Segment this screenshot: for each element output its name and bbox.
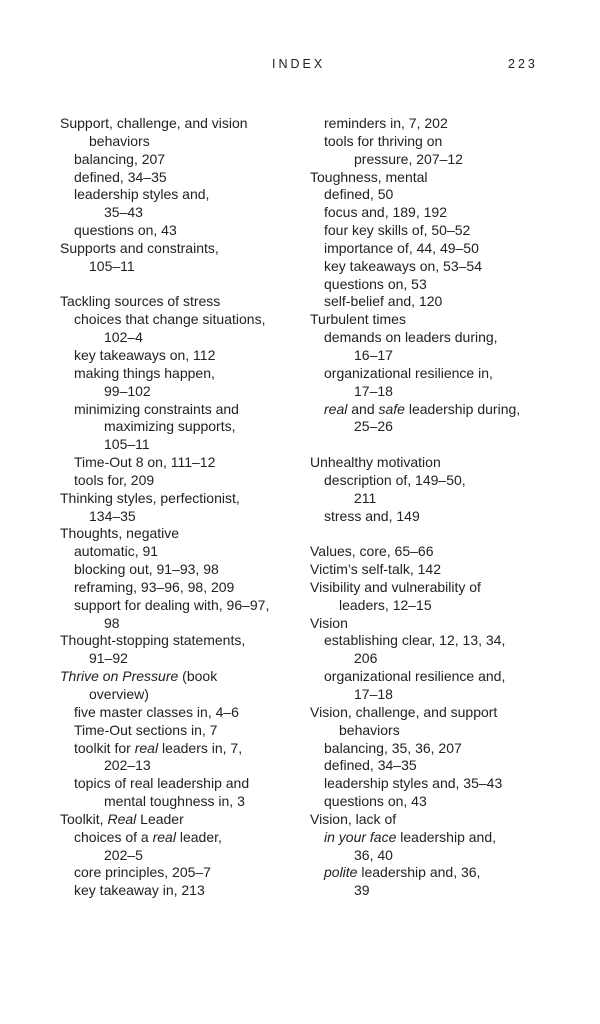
index-subentry: behaviors	[89, 132, 150, 149]
index-subentry: blocking out, 91–93, 98	[74, 561, 219, 578]
index-subentry: 16–17	[354, 346, 393, 363]
index-subentry: support for dealing with, 96–97,	[74, 596, 270, 613]
index-subentry: defined, 34–35	[324, 757, 417, 774]
index-subentry: key takeaways on, 112	[74, 346, 216, 363]
index-subentry: five master classes in, 4–6	[74, 703, 239, 720]
index-subentry: 17–18	[354, 686, 393, 702]
italic-text: real	[324, 400, 348, 417]
index-entry: Turbulent times	[310, 311, 406, 328]
index-subentry: Time-Out 8 on, 111–12	[74, 454, 216, 471]
entry-text: leadership during,	[404, 400, 521, 417]
index-subentry: 39	[354, 882, 370, 899]
index-subentry: 98	[104, 614, 120, 631]
entry-text: Toolkit,	[60, 810, 108, 827]
index-entry: Unhealthy motivation	[310, 454, 441, 471]
index-entry: Toughness, mental	[310, 168, 428, 185]
entry-text: leadership and,	[396, 828, 497, 845]
index-blank-line	[60, 276, 300, 294]
italic-text: Real	[107, 810, 137, 827]
index-subentry: 102–4	[104, 329, 143, 346]
index-subentry: 25–26	[354, 418, 393, 435]
index-subentry: 134–35	[89, 507, 136, 524]
italic-text: safe	[378, 400, 405, 417]
index-subentry: leadership styles and, 35–43	[324, 775, 503, 792]
index-subentry: questions on, 43	[74, 222, 177, 239]
index-column-right	[310, 115, 560, 900]
index-entry: Supports and constraints,	[60, 239, 219, 256]
index-subentry: tools for thriving on	[324, 132, 443, 149]
italic-text: in your face	[324, 828, 397, 845]
index-blank-line	[310, 436, 560, 454]
entry-text: (book	[178, 668, 218, 685]
index-entry	[60, 668, 300, 686]
index-subentry	[310, 829, 560, 847]
italic-text: polite	[324, 864, 358, 881]
index-subentry: minimizing constraints and	[74, 400, 239, 417]
index-entry: Victim’s self-talk, 142	[310, 561, 441, 578]
index-subentry: automatic, 91	[74, 543, 159, 560]
index-subentry: 211	[354, 489, 377, 506]
index-entry: Thinking styles, perfectionist,	[60, 489, 240, 506]
index-subentry: 202–5	[104, 846, 143, 863]
index-subentry: defined, 50	[324, 186, 394, 203]
index-subentry: behaviors	[339, 721, 400, 738]
index-subentry: 105–11	[89, 257, 135, 274]
index-subentry: 35–43	[104, 204, 143, 221]
index-subentry: 206	[354, 650, 378, 667]
page-number: 223	[508, 57, 538, 71]
index-subentry: demands on leaders during,	[324, 329, 498, 346]
index-subentry: mental toughness in, 3	[104, 793, 245, 810]
index-subentry: 36, 40	[354, 846, 393, 863]
entry-text: choices of a	[74, 828, 153, 845]
running-head-title: INDEX	[272, 57, 326, 71]
index-subentry: reframing, 93–96, 98, 209	[74, 578, 235, 595]
index-entry: Thoughts, negative	[60, 525, 180, 542]
entry-text: leader,	[175, 828, 222, 845]
index-subentry: four key skills of, 50–52	[324, 222, 471, 239]
index-subentry: core principles, 205–7	[74, 864, 211, 881]
entry-text: toolkit for	[74, 739, 135, 756]
index-subentry: tools for, 209	[74, 471, 155, 488]
index-subentry: making things happen,	[74, 364, 215, 381]
index-subentry: establishing clear, 12, 13, 34,	[324, 632, 506, 649]
index-subentry: description of, 149–50,	[324, 471, 466, 488]
italic-text: real	[152, 828, 176, 845]
index-entry: Values, core, 65–66	[310, 543, 434, 560]
index-subentry: overview)	[89, 686, 149, 702]
index-subentry: organizational resilience and,	[324, 668, 506, 685]
index-entry: Support, challenge, and vision	[60, 115, 248, 131]
index-entry: Vision, challenge, and support	[310, 703, 498, 720]
index-entry	[60, 811, 300, 829]
index-subentry	[60, 740, 300, 758]
index-subentry: leadership styles and,	[74, 186, 210, 203]
index-subentry: importance of, 44, 49–50	[324, 239, 479, 256]
index-subentry: organizational resilience in,	[324, 364, 493, 381]
entry-text: leadership and, 36,	[357, 864, 481, 881]
index-subentry: 99–102	[104, 382, 151, 399]
index-subentry: focus and, 189, 192	[324, 204, 447, 221]
index-subentry: choices that change situations,	[74, 311, 266, 328]
index-subentry: key takeaways on, 53–54	[324, 257, 482, 274]
index-subentry: balancing, 35, 36, 207	[324, 739, 462, 756]
index-subentry: topics of real leadership and	[74, 775, 250, 792]
index-subentry: leaders, 12–15	[339, 596, 432, 613]
entry-text: leaders in, 7,	[158, 739, 243, 756]
index-subentry: defined, 34–35	[74, 168, 167, 185]
index-subentry	[310, 864, 560, 882]
index-subentry: reminders in, 7, 202	[324, 115, 448, 131]
italic-text: Thrive on Pressure	[60, 668, 179, 685]
index-subentry	[310, 401, 560, 419]
index-subentry: key takeaway in, 213	[74, 882, 205, 899]
index-subentry: 17–18	[354, 382, 393, 399]
italic-text: real	[134, 739, 159, 756]
index-subentry: 105–11	[104, 436, 150, 453]
index-subentry: balancing, 207	[74, 150, 166, 167]
index-subentry: pressure, 207–12	[354, 150, 463, 167]
index-subentry	[60, 829, 300, 847]
index-subentry: Time-Out sections in, 7	[74, 721, 218, 738]
index-subentry: questions on, 53	[324, 275, 427, 292]
index-subentry: maximizing supports,	[104, 418, 236, 435]
index-entry: Thought-stopping statements,	[60, 632, 246, 649]
index-entry: Vision, lack of	[310, 810, 397, 827]
index-subentry: stress and, 149	[324, 507, 420, 524]
index-entry: Tackling sources of stress	[60, 293, 221, 310]
index-subentry: 202–13	[104, 757, 151, 774]
page-header	[0, 57, 600, 73]
index-column-left	[60, 115, 300, 900]
index-entry: Vision	[310, 614, 348, 631]
entry-text: Leader	[136, 810, 184, 827]
index-entry: Visibility and vulnerability of	[310, 578, 481, 595]
index-subentry: questions on, 43	[324, 793, 427, 810]
index-subentry: 91–92	[89, 650, 128, 667]
index-blank-line	[310, 525, 560, 543]
index-subentry: self-belief and, 120	[324, 293, 443, 310]
entry-text: and	[347, 400, 379, 417]
